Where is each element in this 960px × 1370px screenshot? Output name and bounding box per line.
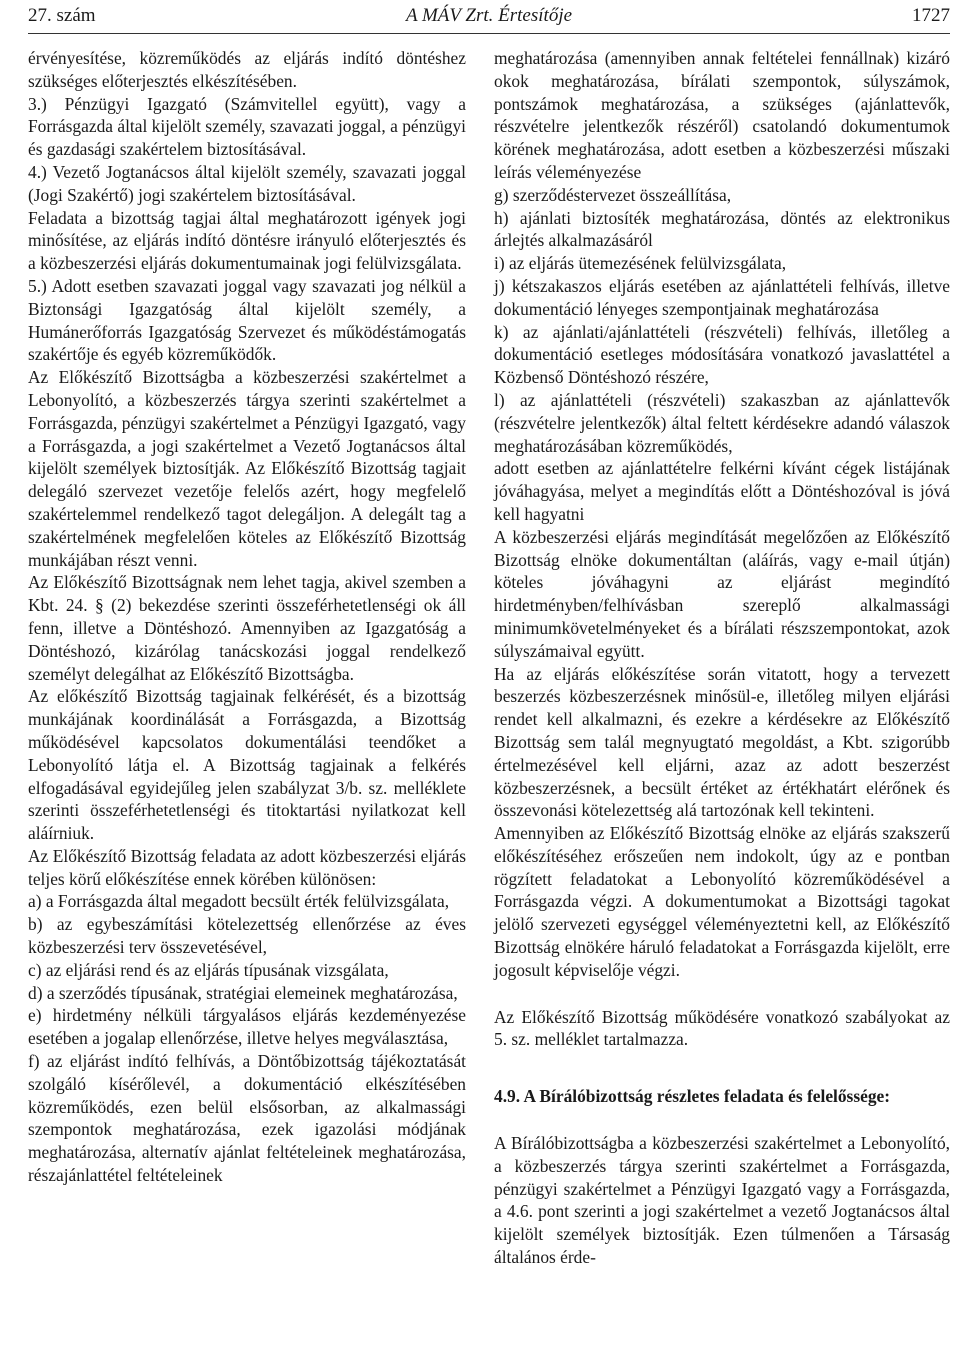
section-heading: 4.9. A Bírálóbizottság részletes feladata és felelőssége:	[494, 1086, 891, 1107]
list-item: h) ajánlati biztosíték meghatározása, döntés az elektronikus árlejtés alkalmazásáról	[494, 207, 950, 251]
header-rule	[28, 33, 950, 34]
paragraph: Az Előkészítő Bizottságnak nem lehet tagja, akivel szemben a Kbt. 24. § (2) bekezdése szerinti összeférhetetlenségi ok áll fenn, illetve a Döntéshozó. Amennyiben az Igazgatóság a Döntéshozó, kizárólag tanácskozási joggal rendelkező személyt delegálhat az Előkészítő Bizottságba.	[28, 572, 466, 684]
paragraph: Az Előkészítő Bizottságba a közbeszerzési szakértelmet a Lebonyolító, a közbeszerzés tárgya szerinti szakértelmet a Forrásgazda, pénzügyi szakértelmet a Pénzügyi Igazgató, vagy a Forrásgazda, a jogi szakértelmet a Vezető Jogtanácsos által kijelölt személyek biztosítják. Az Előkészítő Bizottság tagjait delegáló szervezet vezetője felelős azért, hogy megfelelő szakértelemmel rendelkező tagot delegáljon. A delegált tag a szakértelmének megfelelően köteles az Előkészítő Bizottság munkájában részt venni.	[28, 367, 466, 570]
paragraph: Az előkészítő Bizottság tagjainak felkérését, és a bizottság munkájának koordinálását a Forrásgazda, a Bizottság működésével kapcsolatos dokumentálási teendőket a Lebonyolító látja el. A Bizottság tagjainak a felkérés elfogadásával egyidejűleg jelen szabályzat 3/b. sz. melléklete szerinti összeférhetetlenségi és titoktartási nyilatkozat kell aláírniuk.	[28, 686, 466, 844]
paragraph: 4.) Vezető Jogtanácsos által kijelölt személy, szavazati joggal (Jogi Szakértő) jogi szakértelem biztosításával.	[28, 161, 466, 205]
list-item: k) az ajánlati/ajánlattételi (részvételi) felhívás, illetőleg a dokumentáció esetleges módosítására vonatkozó javaslattétel a Közbenső Döntéshozó részére,	[494, 321, 950, 388]
paragraph: 5.) Adott esetben szavazati joggal vagy szavazati jog nélkül a Biztonsági Igazgatóság által kijelölt személy, a Humánerőforrás Igazgatóság Szervezet és működéstámogatás szakértője és egyéb közreműködők.	[28, 275, 466, 365]
paragraph: A Bírálóbizottságba a közbeszerzési szakértelmet a Lebonyolító, a közbeszerzés tárgya szerinti szakértelmet a Forrásgazda, pénzügyi szakértelmet a Pénzügyi Igazgató vagy a Forrásgazda, a 4.6. pont szerinti a jogi szakértelmet a vezető Jogtanácsos által kijelölt személyek biztosítják. Ezen túlmenően a Társaság általános érde-	[494, 1133, 950, 1268]
issue-number: 27. szám	[28, 5, 96, 26]
list-item: j) kétszakaszos eljárás esetében az ajánlattételi felhívás, illetve dokumentáció lényeges szempontjainak meghatározása	[494, 275, 950, 319]
list-item: e) hirdetmény nélküli tárgyalásos eljárás kezdeményezése esetében a jogalap ellenőrzése, illetve helyes megválasztása,	[28, 1005, 466, 1049]
list-item: d) a szerződés típusának, stratégiai elemeinek meghatározása,	[28, 982, 458, 1003]
list-item: c) az eljárási rend és az eljárás típusának vizsgálata,	[28, 959, 389, 980]
paragraph: adott esetben az ajánlattételre felkérni kívánt cégek listájának jóváhagyása, melyet a megindítás előtt a Döntéshozóval is jóvá kell hagyatni	[494, 458, 950, 524]
list-item: g) szerződéstervezet összeállítása,	[494, 184, 732, 205]
list-item: i) az eljárás ütemezésének felülvizsgálata,	[494, 253, 787, 274]
paragraph: Feladata a bizottság tagjai által meghatározott igények jogi minősítése, az eljárás indító döntésre irányuló előterjesztés és a közbeszerzési eljárás dokumentumainak jogi felülvizsgálata.	[28, 207, 466, 274]
right-column	[494, 47, 950, 1269]
spacer	[494, 982, 950, 1006]
paragraph: Az Előkészítő Bizottság működésére vonatkozó szabályokat az 5. sz. melléklet tartalmazza.	[494, 1006, 950, 1050]
left-column	[28, 47, 466, 1187]
list-item: l) az ajánlattételi (részvételi) szakaszban az ajánlattevők (részvételre jelentkezők) által feltett kérdésekre adandó válaszok meghatározásában közreműködés,	[494, 389, 950, 456]
paragraph: meghatározása (amennyiben annak feltételei fennállnak) kizáró okok meghatározása, bírálati szempontok, súlyszámok, pontszámok meghatározása, a szükséges (ajánlattevők, részvételre jelentkezők részéről) csatolandó dokumentumok körének meghatározása, adott esetben a közbeszerzési műszaki leírás véleményezése	[494, 48, 950, 182]
paragraph: Amennyiben az Előkészítő Bizottság elnöke az eljárás szakszerű előkészítéséhez erőszeűen nem indokolt, úgy az e pontban rögzített feladatokat a Lebonyolító közreműködésével a Forrásgazda végzi. A dokumentumokat a Bizottsági tagokat jelölő szervezeti egységgel véleményeztetni kell, az Előkészítő Bizottság elnökére háruló feladatokat a Forrásgazda kijelölt, erre jogosult képviselője végzi.	[494, 823, 950, 980]
paragraph: Ha az eljárás előkészítése során vitatott, hogy a tervezett beszerzés közbeszerzésnek minősül-e, illetőleg milyen eljárási rendet kell alkalmazni, és ezekre a kérdésekre az Előkészítő Bizottság sem talál megnyugtató megoldást, a Kbt. szigorúbb értelmezésével kell eljárni, azaz az adott beszerzést közbeszerzésnek, a becsült értéket az értékhatárt elérőnek és összevonási kötelezettség alá tartozónak kell tekinteni.	[494, 663, 950, 821]
page-header	[28, 2, 950, 30]
list-item: a) a Forrásgazda által megadott becsült érték felülvizsgálata,	[28, 891, 450, 912]
paragraph: 3.) Pénzügyi Igazgató (Számvitellel együtt), vagy a Forrásgazda által kijelölt személy, szavazati joggal, a pénzügyi és gazdasági szakértelem biztosításával.	[28, 93, 466, 160]
list-item: b) az egybeszámítási kötelezettség ellenőrzése az éves közbeszerzési terv összevetésével,	[28, 914, 466, 958]
spacer	[494, 1051, 950, 1075]
page-number: 1727	[912, 5, 950, 26]
paragraph: A közbeszerzési eljárás megindítását megelőzően az Előkészítő Bizottság elnöke dokumentáltan (aláírás, vagy e-mail útján) köteles jóváhagyni az eljárást megindító hirdetményben/felhívásban szereplő alkalmassági minimumkövetelményeket és a bírálati részszempontokat, azok súlyszámaival együtt.	[494, 526, 950, 661]
journal-title: A MÁV Zrt. Értesítője	[405, 5, 573, 26]
paragraph: Az Előkészítő Bizottság feladata az adott közbeszerzési eljárás teljes körű előkészítése ennek körében különösen:	[28, 845, 466, 889]
paragraph: érvényesítése, közreműködés az eljárás indító döntéshez szükséges előterjesztés elkészítésében.	[28, 48, 466, 91]
list-item: f) az eljárást indító felhívás, a Döntőbizottság tájékoztatását szolgáló kísérőlevél, a dokumentáció elkészítésében közreműködés, ezen belül elsősorban, az alkalmassági szempontok meghatározása, ezek igazolási módjának meghatározása, alternatív ajánlat feltételeinek meghatározása, részajánlattétel feltételeinek	[28, 1051, 466, 1186]
